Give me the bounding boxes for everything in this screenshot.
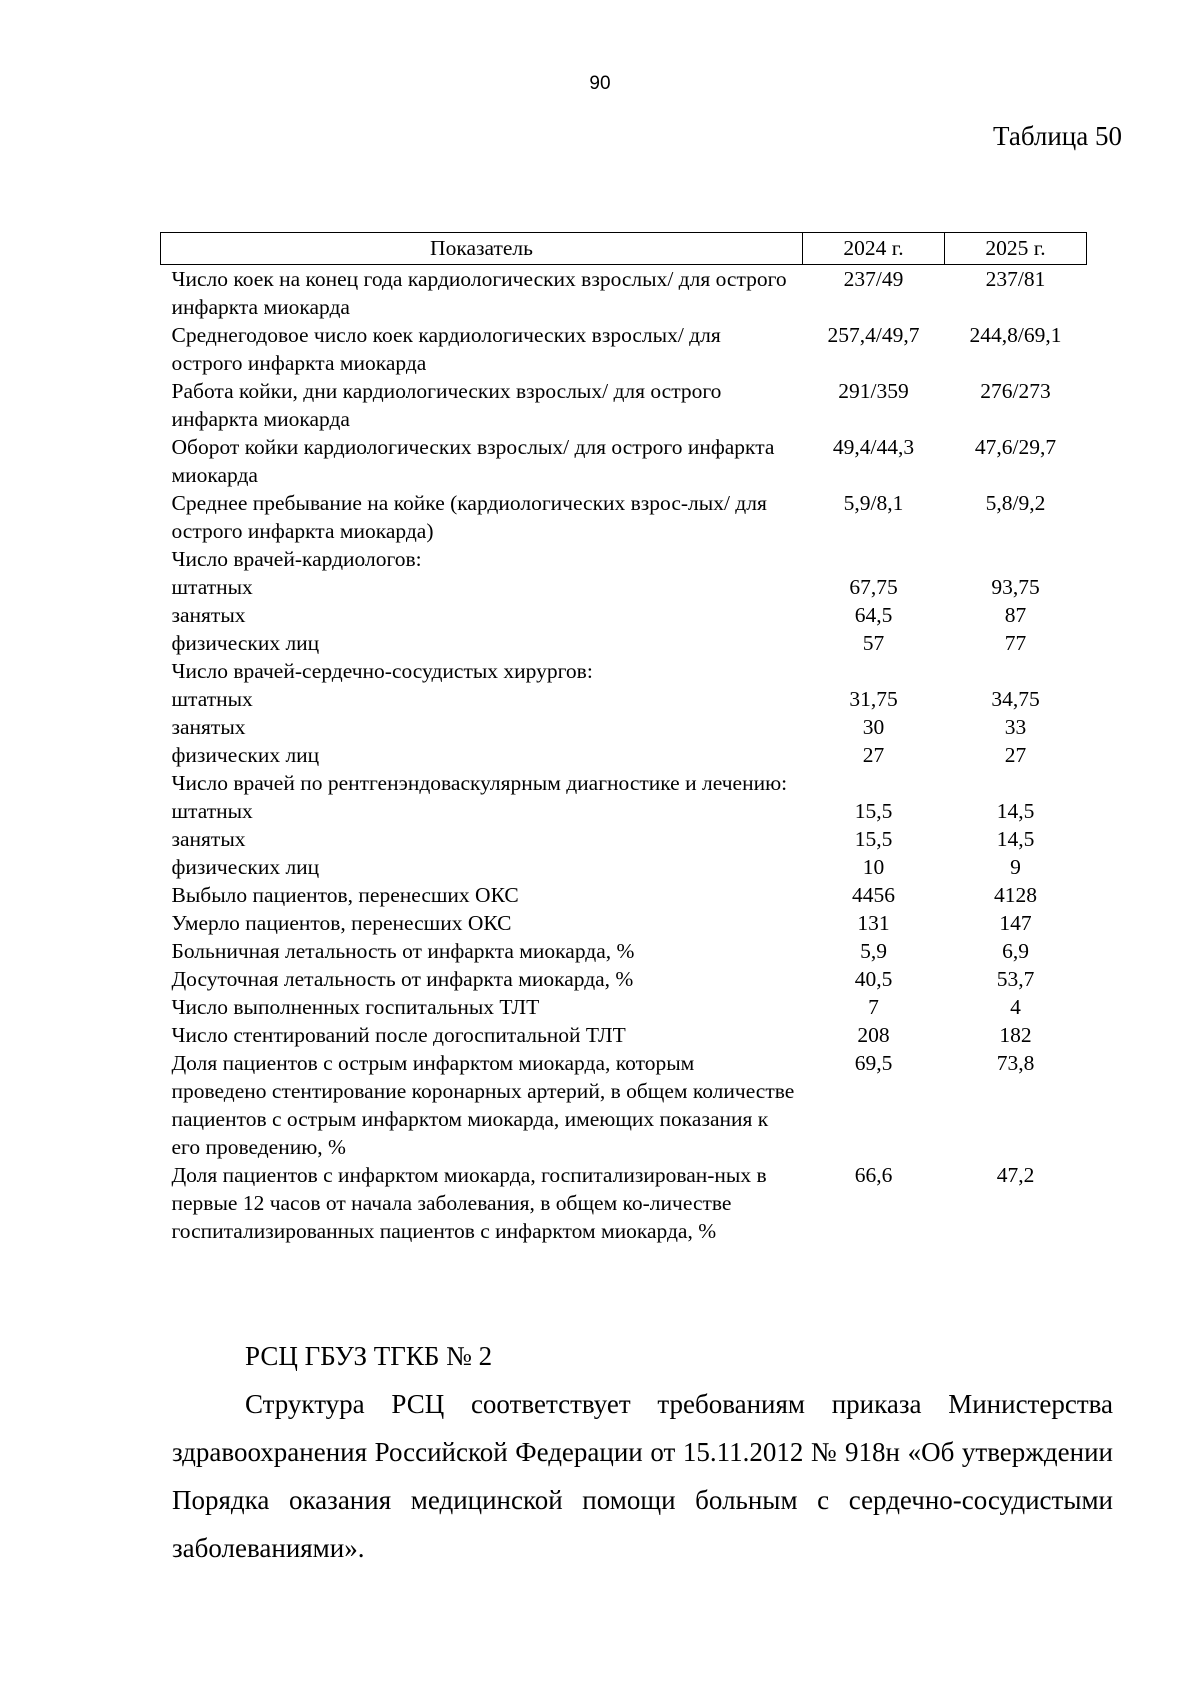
header-indicator: Показатель (161, 233, 803, 265)
table-header (161, 233, 1087, 265)
value-2024-cell: 57 (862, 631, 885, 655)
value-2024-cell (803, 657, 945, 685)
table-row (161, 797, 1087, 825)
value-2025-cell: 53,7 (996, 967, 1035, 991)
table-header-row (161, 233, 1087, 265)
indicator-cell: Досуточная летальность от инфаркта миокарда, % (171, 967, 634, 991)
value-2024-cell: 66,6 (854, 1163, 893, 1187)
table-row (161, 573, 1087, 601)
value-2024-cell: 30 (862, 715, 885, 739)
value-2024-cell: 49,4/44,3 (832, 435, 915, 459)
table-row (161, 377, 1087, 433)
table-row (161, 265, 1087, 322)
value-2025-cell: 93,75 (991, 575, 1040, 599)
value-2025-cell: 27 (1004, 743, 1027, 767)
value-2024-cell: 131 (857, 911, 890, 935)
value-2024-cell: 69,5 (854, 1051, 893, 1075)
value-2024-cell: 257,4/49,7 (827, 323, 920, 347)
value-2024-cell (803, 545, 945, 573)
indicator-cell: Работа койки, дни кардиологических взрослых/ для острого инфаркта миокарда (171, 379, 722, 431)
table-row (161, 965, 1087, 993)
value-2025-cell: 147 (999, 911, 1032, 935)
table-row (161, 853, 1087, 881)
value-2025-cell: 5,8/9,2 (985, 491, 1046, 515)
value-2025-cell: 77 (1004, 631, 1027, 655)
value-2025-cell: 87 (1004, 603, 1027, 627)
value-2025-cell: 47,6/29,7 (974, 435, 1057, 459)
indicator-cell: Число врачей-сердечно-сосудистых хирургов: (171, 659, 593, 683)
indicator-cell: Больничная летальность от инфаркта миокарда, % (171, 939, 635, 963)
indicator-cell: занятых (171, 603, 246, 627)
table-row (161, 741, 1087, 769)
value-2024-cell: 291/359 (838, 379, 909, 403)
table-label: Таблица 50 (993, 121, 1122, 151)
indicator-cell: Число врачей по рентгенэндоваскулярным диагностике и лечению: (171, 771, 788, 795)
table-row (161, 1049, 1087, 1161)
table-row (161, 1021, 1087, 1049)
value-2025-cell: 4 (1010, 995, 1021, 1019)
value-2025-cell: 33 (1004, 715, 1027, 739)
value-2024-cell: 208 (857, 1023, 890, 1047)
value-2025-cell (945, 769, 1087, 797)
value-2025-cell (945, 545, 1087, 573)
value-2024-cell: 7 (868, 995, 879, 1019)
header-year-2025: 2025 г. (945, 233, 1087, 265)
section-heading: РСЦ ГБУЗ ТГКБ № 2 (245, 1341, 493, 1371)
value-2025-cell: 182 (999, 1023, 1032, 1047)
indicator-cell: Среднее пребывание на койке (кардиологических взрос-лых/ для острого инфаркта миокарда) (171, 491, 767, 543)
indicator-cell: физических лиц (171, 855, 320, 879)
table-row (161, 1161, 1087, 1245)
value-2024-cell: 31,75 (849, 687, 898, 711)
indicator-cell: Число выполненных госпитальных ТЛТ (171, 995, 540, 1019)
value-2024-cell: 40,5 (854, 967, 893, 991)
value-2025-cell: 14,5 (996, 799, 1035, 823)
table-row (161, 993, 1087, 1021)
indicator-cell: штатных (171, 799, 253, 823)
value-2025-cell: 47,2 (996, 1163, 1035, 1187)
indicator-cell: физических лиц (171, 631, 320, 655)
table-row (161, 825, 1087, 853)
value-2025-cell: 244,8/69,1 (969, 323, 1062, 347)
value-2024-cell: 237/49 (843, 267, 904, 291)
value-2024-cell: 67,75 (849, 575, 898, 599)
section-paragraph: Структура РСЦ соответствует требованиям приказа Министерства здравоохранения Российской Федерации от 15.11.2012 № 918н «Об утверждении Порядка оказания медицинской помощи больным с сердечно-сосудистыми заболеваниями». (172, 1389, 1113, 1563)
indicator-cell: Число коек на конец года кардиологических взрослых/ для острого инфаркта миокарда (171, 267, 787, 319)
table-body (161, 265, 1087, 1246)
indicator-cell: физических лиц (171, 743, 320, 767)
table-row (161, 629, 1087, 657)
value-2025-cell: 9 (1010, 855, 1021, 879)
indicator-cell: Оборот койки кардиологических взрослых/ для острого инфаркта миокарда (171, 435, 775, 487)
table-row (161, 489, 1087, 545)
page-number: 90 (589, 73, 611, 94)
value-2024-cell (803, 769, 945, 797)
table-row (161, 545, 1087, 573)
value-2024-cell: 5,9/8,1 (843, 491, 904, 515)
value-2024-cell: 10 (862, 855, 885, 879)
indicator-cell: Число врачей-кардиологов: (171, 547, 422, 571)
table-row (161, 321, 1087, 377)
value-2025-cell: 237/81 (985, 267, 1046, 291)
table-row (161, 713, 1087, 741)
indicator-cell: занятых (171, 715, 246, 739)
table-row (161, 881, 1087, 909)
value-2024-cell: 64,5 (854, 603, 893, 627)
value-2025-cell: 4128 (994, 883, 1037, 907)
table-row (161, 433, 1087, 489)
indicator-cell: занятых (171, 827, 246, 851)
value-2024-cell: 27 (862, 743, 885, 767)
value-2025-cell: 73,8 (996, 1051, 1035, 1075)
table-row (161, 657, 1087, 685)
table-row (161, 601, 1087, 629)
table-row (161, 937, 1087, 965)
value-2025-cell: 34,75 (991, 687, 1040, 711)
value-2025-cell: 14,5 (996, 827, 1035, 851)
indicator-cell: Доля пациентов с инфарктом миокарда, госпитализирован-ных в первые 12 часов от начала заболевания, в общем ко-личестве госпитализированных пациентов с инфарктом миокарда, % (171, 1163, 767, 1243)
table-row (161, 909, 1087, 937)
value-2024-cell: 5,9 (860, 939, 887, 963)
indicator-cell: штатных (171, 687, 253, 711)
indicator-cell: Доля пациентов с острым инфарктом миокарда, которым проведено стентирование коронарных артерий, в общем количестве пациентов с острым инфарктом миокарда, имеющих показания к его проведению, % (171, 1051, 795, 1159)
indicator-cell: Умерло пациентов, перенесших ОКС (171, 911, 512, 935)
table-row (161, 769, 1087, 797)
value-2024-cell: 15,5 (854, 827, 893, 851)
value-2025-cell: 6,9 (1002, 939, 1029, 963)
value-2024-cell: 15,5 (854, 799, 893, 823)
indicator-cell: штатных (171, 575, 253, 599)
value-2024-cell: 4456 (852, 883, 895, 907)
header-year-2024: 2024 г. (803, 233, 945, 265)
indicator-cell: Выбыло пациентов, перенесших ОКС (171, 883, 519, 907)
indicators-table (160, 232, 1087, 1245)
indicator-cell: Среднегодовое число коек кардиологических взрослых/ для острого инфаркта миокарда (171, 323, 721, 375)
value-2025-cell (945, 657, 1087, 685)
value-2025-cell: 276/273 (980, 379, 1051, 403)
indicator-cell: Число стентирований после догоспитальной ТЛТ (171, 1023, 626, 1047)
table-row (161, 685, 1087, 713)
